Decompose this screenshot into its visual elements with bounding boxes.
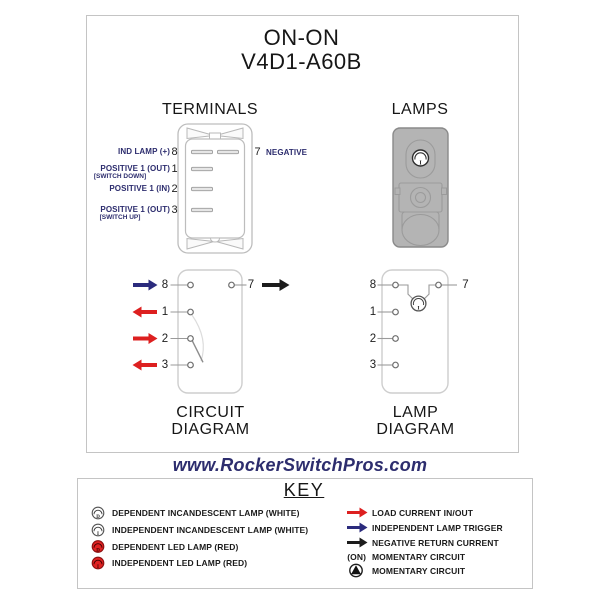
- negative-return-arrow-icon: [262, 279, 290, 291]
- rocker-actuator-graphic: [393, 128, 448, 247]
- key-item-independent-incandescent: INDEPENDENT INCANDESCENT LAMP (WHITE): [112, 525, 309, 535]
- lamp-pin-1: [393, 309, 399, 315]
- terminal-label-1: POSITIVE 1 (OUT): [100, 163, 170, 173]
- lamp-caption-line1: LAMP: [392, 404, 439, 421]
- key-item-independent-led: INDEPENDENT LED LAMP (RED): [112, 558, 248, 568]
- circuit-diagram-graphic: [133, 270, 290, 393]
- terminal-sublabel-1: [SWITCH DOWN]: [93, 172, 147, 180]
- key-item-lamp-trigger: INDEPENDENT LAMP TRIGGER: [372, 522, 503, 533]
- load-current-in-arrow-icon-pin2: [133, 333, 158, 344]
- lamp-diagram-graphic: [378, 270, 458, 393]
- terminals-switch-graphic: [178, 124, 252, 253]
- left-tab: [395, 188, 400, 195]
- key-heading: KEY: [283, 480, 325, 500]
- lamp-pin-number-8: 8: [369, 279, 377, 291]
- independent-lamp-trigger-arrow-icon: [133, 280, 158, 291]
- terminal-sublabel-3: [SWITCH UP]: [99, 213, 141, 221]
- lamp-caption-line2: DIAGRAM: [376, 421, 455, 438]
- key-item-dependent-incandescent: DEPENDENT INCANDESCENT LAMP (WHITE): [112, 508, 300, 518]
- independent-lamp-icon: [413, 150, 429, 167]
- lamp-pin-7: [436, 282, 442, 288]
- circuit-caption-line1: CIRCUIT: [176, 404, 245, 421]
- independent-led-lamp-icon: [92, 557, 104, 570]
- circuit-pin-2: [188, 336, 194, 342]
- circuit-pin-3: [188, 362, 194, 368]
- svg-text:D: D: [96, 548, 100, 554]
- circuit-pin-number-8: 8: [161, 279, 169, 291]
- dependent-incandescent-lamp-icon: [92, 507, 104, 520]
- load-current-arrow-icon: [347, 508, 368, 518]
- load-current-out-arrow-icon-pin1: [133, 307, 158, 318]
- negative-return-key-arrow-icon: [347, 538, 368, 548]
- lamp-diagram-lamp-letter: I: [417, 305, 420, 312]
- circuit-pin-1: [188, 309, 194, 315]
- momentary-triangle-icon: [350, 564, 362, 576]
- key-item-load-current: LOAD CURRENT IN/OUT: [372, 507, 474, 518]
- circuit-pin-number-3: 3: [161, 359, 169, 371]
- terminal-blade-7: [218, 150, 239, 153]
- circuit-pin-7: [229, 282, 235, 288]
- key-item-negative-return: NEGATIVE RETURN CURRENT: [372, 537, 499, 548]
- lamp-pin-8: [393, 282, 399, 288]
- svg-text:D: D: [96, 514, 100, 520]
- negative-pin-number: 7: [254, 145, 261, 158]
- terminal-blade-2: [192, 187, 213, 190]
- terminal-pin-number-2: 2: [171, 182, 178, 195]
- lamps-heading: LAMPS: [391, 101, 449, 118]
- lamp-pin-number-3: 3: [369, 359, 377, 371]
- on-momentary-label: (ON): [347, 551, 366, 562]
- terminal-pin-number-8: 8: [171, 145, 178, 158]
- independent-incandescent-lamp-icon: [92, 524, 104, 537]
- lamp-pin-2: [393, 336, 399, 342]
- circuit-pin-number-1: 1: [161, 306, 169, 318]
- terminal-label-3: POSITIVE 1 (OUT): [100, 204, 170, 214]
- right-tab: [442, 188, 447, 195]
- terminal-pin-number-1: 1: [171, 162, 178, 175]
- dependent-led-lamp-icon: [92, 541, 104, 554]
- terminal-label-2: POSITIVE 1 (IN): [109, 184, 170, 193]
- rocker-lamp-letter: I: [419, 160, 422, 167]
- key-item-momentary-on: MOMENTARY CIRCUIT: [372, 551, 466, 562]
- terminals-heading: TERMINALS: [161, 101, 259, 118]
- circuit-pin-8: [188, 282, 194, 288]
- website-link[interactable]: www.RockerSwitchPros.com: [172, 455, 428, 475]
- key-item-dependent-led: DEPENDENT LED LAMP (RED): [112, 541, 239, 552]
- lamp-pin-number-7: 7: [462, 279, 469, 291]
- negative-pin-label: NEGATIVE: [266, 147, 308, 157]
- terminal-blade-1: [192, 167, 213, 170]
- lamp-pin-number-1: 1: [369, 306, 377, 318]
- circuit-pin-number-2: 2: [161, 332, 169, 345]
- terminal-pin-number-3: 3: [171, 203, 178, 216]
- independent-lamp-symbol: [411, 296, 426, 311]
- part-number: V4D1-A60B: [241, 49, 362, 74]
- terminal-label-8: IND LAMP (+): [118, 147, 170, 156]
- circuit-caption-line2: DIAGRAM: [171, 421, 250, 438]
- lamp-pin-number-2: 2: [369, 332, 377, 345]
- svg-text:I: I: [97, 564, 99, 570]
- load-current-out-arrow-icon-pin3: [133, 360, 158, 371]
- key-item-momentary-triangle: MOMENTARY CIRCUIT: [372, 565, 466, 576]
- circuit-pin-number-7: 7: [247, 279, 255, 291]
- terminal-blade-3: [192, 208, 213, 211]
- switch-config-title: ON-ON: [263, 25, 340, 50]
- terminal-blade-8: [192, 150, 213, 153]
- svg-text:I: I: [97, 531, 99, 537]
- independent-lamp-trigger-key-arrow-icon: [347, 523, 368, 533]
- lamp-pin-3: [393, 362, 399, 368]
